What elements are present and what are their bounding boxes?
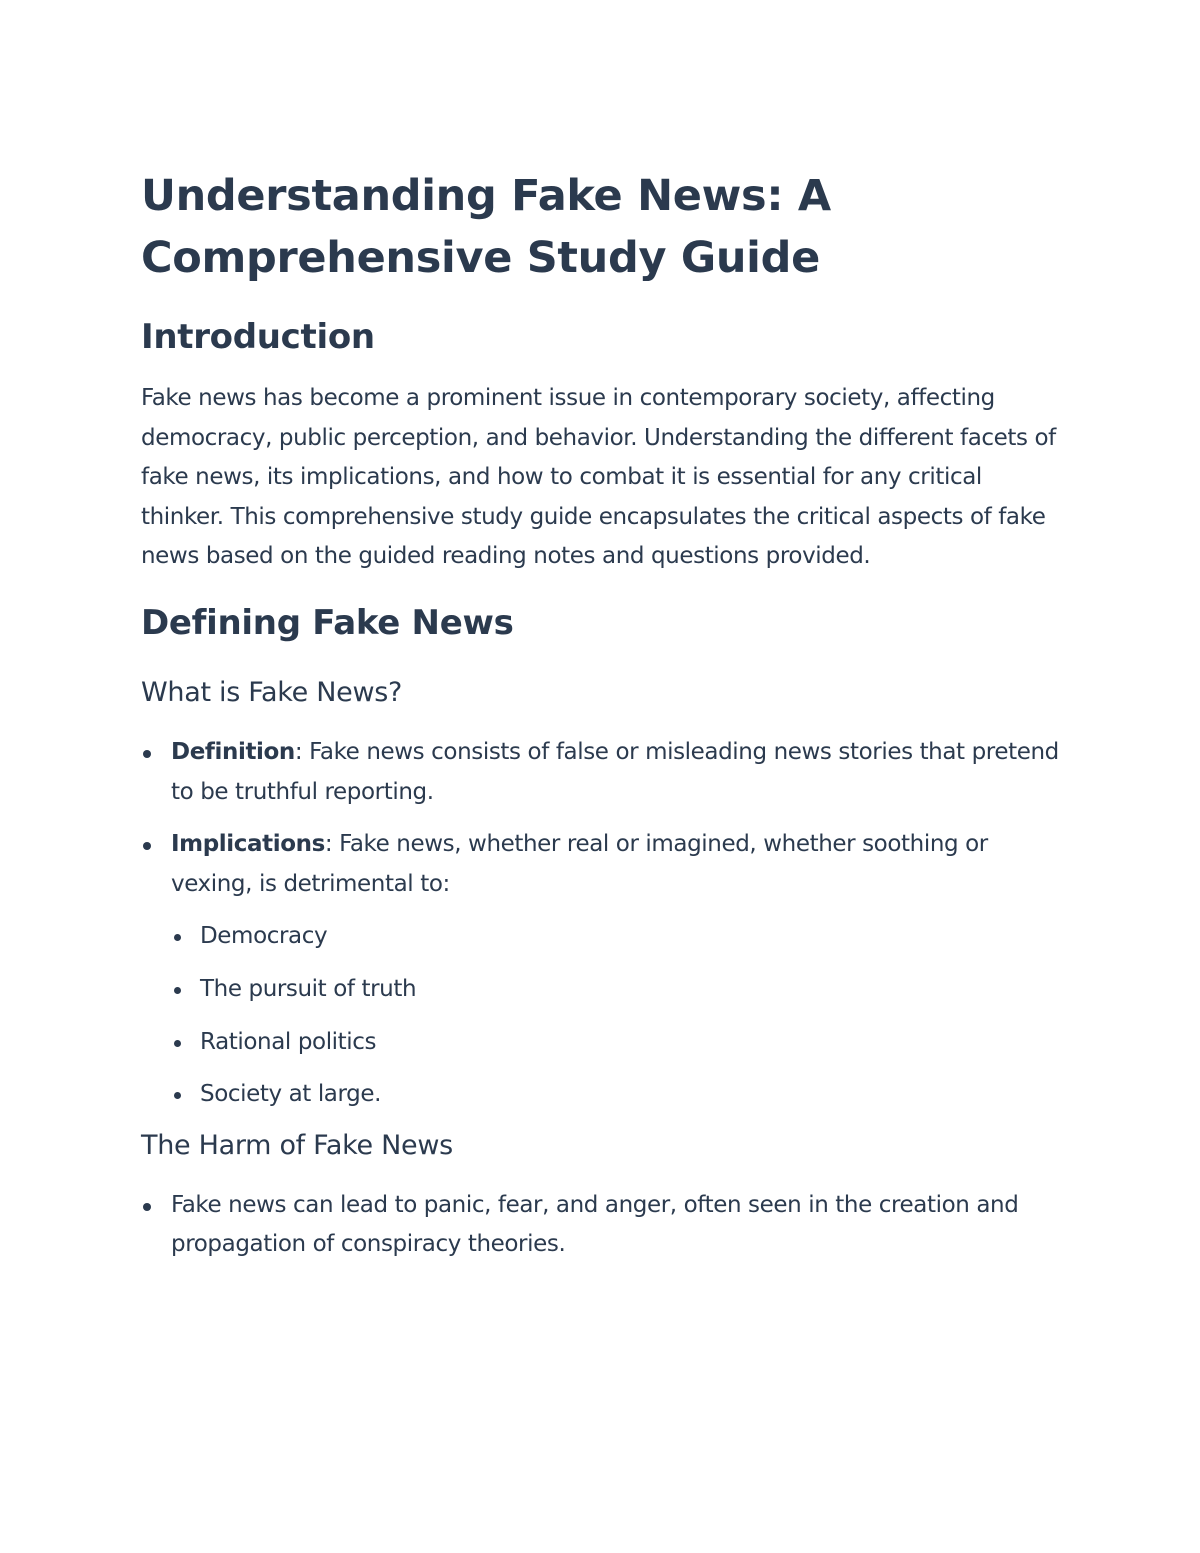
harm-list: [141, 1186, 1061, 1265]
implications-term: Implications: [171, 831, 325, 858]
list-item: Fake news can lead to panic, fear, and anger, often seen in the creation and propagation of conspiracy theories.: [141, 1186, 1061, 1265]
implications-sublist: [171, 917, 1061, 1114]
introduction-paragraph: Fake news has become a prominent issue in contemporary society, affecting democracy, public perception, and behavior. Understanding the different facets of fake news, its implications, and how to combat it is essential for any critical thinker. This comprehensive study guide encapsulates the critical aspects of fake news based on the guided reading notes and questions provided.: [141, 385, 1056, 570]
document-title: Understanding Fake News: A Comprehensive Study Guide: [141, 171, 831, 283]
sublist-item: Society at large.: [171, 1075, 1061, 1115]
definition-text: : Fake news consists of false or misleading news stories that pretend to be truthful reporting.: [171, 738, 1059, 805]
subheading-harm-of-fake-news: The Harm of Fake News: [141, 1129, 453, 1161]
sublist-item: Rational politics: [171, 1023, 1061, 1063]
what-is-fake-news-list: [141, 733, 1061, 1115]
implications-text: : Fake news, whether real or imagined, whether soothing or vexing, is detrimental to:: [171, 831, 988, 897]
definition-term: Definition: [171, 738, 295, 765]
section-heading-introduction: Introduction: [141, 317, 375, 357]
section-heading-defining-fake-news: Defining Fake News: [141, 602, 514, 643]
list-item-implications: [141, 825, 1061, 1115]
sublist-item: The pursuit of truth: [171, 970, 1061, 1010]
sublist-item: Democracy: [171, 917, 1061, 957]
document-page: [141, 165, 1061, 1278]
list-item-definition: [141, 733, 1061, 812]
subheading-what-is-fake-news: What is Fake News?: [141, 676, 403, 708]
